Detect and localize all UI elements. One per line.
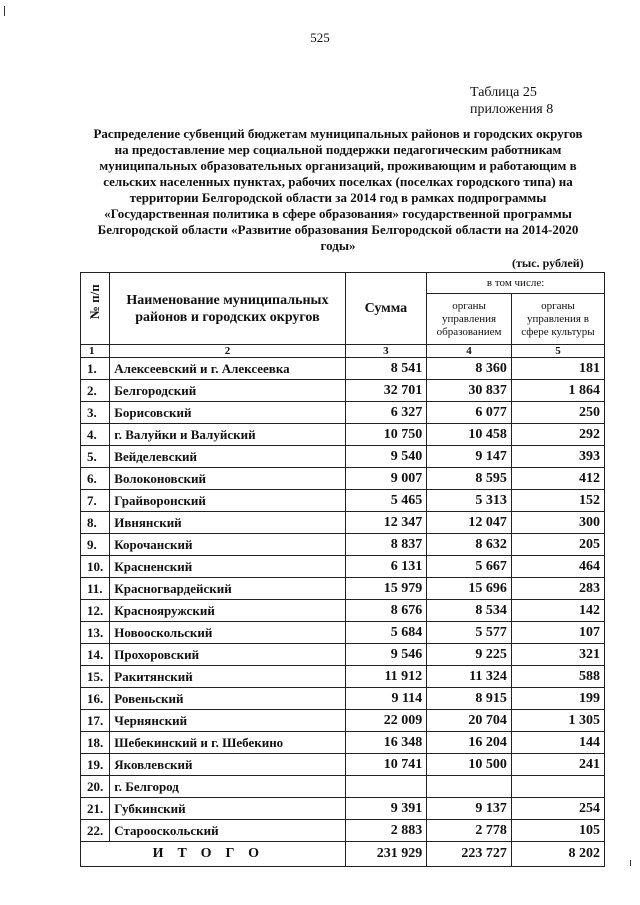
row-education: 8 915 <box>427 688 512 710</box>
table-row <box>81 446 605 468</box>
row-education: 20 704 <box>427 710 512 732</box>
table-row <box>81 754 605 776</box>
row-sum: 10 741 <box>345 754 427 776</box>
row-number: 16. <box>81 688 110 710</box>
row-education: 12 047 <box>427 512 512 534</box>
row-number: 18. <box>81 732 110 754</box>
table-row <box>81 666 605 688</box>
row-education: 8 360 <box>427 358 512 380</box>
row-sum: 5 684 <box>345 622 427 644</box>
table-row <box>81 688 605 710</box>
row-sum <box>345 776 427 798</box>
table-row <box>81 380 605 402</box>
table-row <box>81 512 605 534</box>
row-number: 3. <box>81 402 110 424</box>
header-culture: органы управления в сфере культуры <box>511 294 604 345</box>
units-label: (тыс. рублей) <box>512 256 584 270</box>
total-label: ИТОГО <box>81 842 346 867</box>
row-education: 9 147 <box>427 446 512 468</box>
row-sum: 11 912 <box>345 666 427 688</box>
row-number: 5. <box>81 446 110 468</box>
row-culture: 254 <box>511 798 604 820</box>
table-row <box>81 600 605 622</box>
row-sum: 8 541 <box>345 358 427 380</box>
row-number: 22. <box>81 820 110 842</box>
row-education: 2 778 <box>427 820 512 842</box>
row-culture: 588 <box>511 666 604 688</box>
row-culture: 1 864 <box>511 380 604 402</box>
total-row <box>81 842 605 867</box>
row-district-name: Вейделевский <box>110 446 345 468</box>
row-sum: 16 348 <box>345 732 427 754</box>
row-number: 8. <box>81 512 110 534</box>
row-district-name: Губкинский <box>110 798 345 820</box>
row-district-name: Шебекинский и г. Шебекино <box>110 732 345 754</box>
row-culture: 142 <box>511 600 604 622</box>
row-culture: 300 <box>511 512 604 534</box>
row-district-name: Новооскольский <box>110 622 345 644</box>
row-number: 15. <box>81 666 110 688</box>
row-culture: 152 <box>511 490 604 512</box>
row-culture: 283 <box>511 578 604 600</box>
margin-mark-right <box>630 860 631 866</box>
header-name: Наименование муниципальных районов и городских округов <box>110 273 345 345</box>
row-sum: 12 347 <box>345 512 427 534</box>
table-reference <box>470 84 553 118</box>
column-number: 5 <box>511 345 604 358</box>
row-number: 20. <box>81 776 110 798</box>
page-number: 525 <box>310 30 330 45</box>
row-education: 6 077 <box>427 402 512 424</box>
row-culture: 241 <box>511 754 604 776</box>
row-number: 13. <box>81 622 110 644</box>
row-culture: 464 <box>511 556 604 578</box>
table-row <box>81 402 605 424</box>
row-district-name: Ивнянский <box>110 512 345 534</box>
row-education: 8 632 <box>427 534 512 556</box>
row-district-name: Алексеевский и г. Алексеевка <box>110 358 345 380</box>
row-education: 11 324 <box>427 666 512 688</box>
row-district-name: Грайворонский <box>110 490 345 512</box>
column-number-row <box>81 345 605 358</box>
table-row <box>81 534 605 556</box>
row-district-name: Красненский <box>110 556 345 578</box>
row-culture: 321 <box>511 644 604 666</box>
table-row <box>81 710 605 732</box>
row-sum: 6 131 <box>345 556 427 578</box>
column-number: 2 <box>110 345 345 358</box>
row-culture: 144 <box>511 732 604 754</box>
row-number: 4. <box>81 424 110 446</box>
row-education: 9 225 <box>427 644 512 666</box>
row-number: 12. <box>81 600 110 622</box>
row-culture: 199 <box>511 688 604 710</box>
document-title: Распределение субвенций бюджетам муниципальных районов и городских округов на предоставление мер социальной поддержки педагогическим работникам муниципальных образовательных организаций, проживающим и работающим в сельских населенных пунктах, рабочих поселках (поселках городского типа) на территории Белгородской области за 2014 год в рамках подпрограммы «Государственная политика в сфере образования» государственной программы Белгородской области «Развитие образования Белгородской области на 2014-2020 годы» <box>93 126 583 253</box>
row-number: 6. <box>81 468 110 490</box>
row-sum: 9 391 <box>345 798 427 820</box>
row-culture: 292 <box>511 424 604 446</box>
total-culture: 8 202 <box>511 842 604 867</box>
row-culture: 1 305 <box>511 710 604 732</box>
row-district-name: Корочанский <box>110 534 345 556</box>
row-sum: 22 009 <box>345 710 427 732</box>
total-education: 223 727 <box>427 842 512 867</box>
table-row <box>81 578 605 600</box>
table-row <box>81 732 605 754</box>
margin-mark-left <box>4 6 5 16</box>
row-education: 5 313 <box>427 490 512 512</box>
row-district-name: Ракитянский <box>110 666 345 688</box>
row-number: 9. <box>81 534 110 556</box>
column-number: 4 <box>427 345 512 358</box>
row-sum: 15 979 <box>345 578 427 600</box>
row-sum: 6 327 <box>345 402 427 424</box>
row-district-name: Краснояружский <box>110 600 345 622</box>
row-number: 10. <box>81 556 110 578</box>
table-row <box>81 820 605 842</box>
row-number: 19. <box>81 754 110 776</box>
row-district-name: Яковлевский <box>110 754 345 776</box>
table-body <box>81 345 605 842</box>
table-row <box>81 622 605 644</box>
row-sum: 8 676 <box>345 600 427 622</box>
row-education: 5 577 <box>427 622 512 644</box>
row-district-name: г. Валуйки и Валуйский <box>110 424 345 446</box>
row-education: 5 667 <box>427 556 512 578</box>
row-number: 21. <box>81 798 110 820</box>
column-number: 3 <box>345 345 427 358</box>
row-district-name: Старооскольский <box>110 820 345 842</box>
table-row <box>81 490 605 512</box>
row-sum: 5 465 <box>345 490 427 512</box>
header-no-text: № п/п <box>87 283 103 319</box>
header-including: в том числе: <box>427 273 605 294</box>
row-sum: 9 114 <box>345 688 427 710</box>
row-culture <box>511 776 604 798</box>
row-sum: 10 750 <box>345 424 427 446</box>
subsidy-table <box>80 272 605 867</box>
row-sum: 2 883 <box>345 820 427 842</box>
row-district-name: г. Белгород <box>110 776 345 798</box>
table-row <box>81 358 605 380</box>
row-culture: 393 <box>511 446 604 468</box>
row-culture: 250 <box>511 402 604 424</box>
row-district-name: Ровеньский <box>110 688 345 710</box>
row-district-name: Волоконовский <box>110 468 345 490</box>
row-number: 7. <box>81 490 110 512</box>
row-district-name: Красногвардейский <box>110 578 345 600</box>
row-culture: 412 <box>511 468 604 490</box>
row-education: 30 837 <box>427 380 512 402</box>
column-number: 1 <box>81 345 110 358</box>
table-row <box>81 556 605 578</box>
row-sum: 9 546 <box>345 644 427 666</box>
table-row <box>81 776 605 798</box>
row-district-name: Прохоровский <box>110 644 345 666</box>
header-sum: Сумма <box>345 273 427 345</box>
row-education: 8 534 <box>427 600 512 622</box>
row-sum: 32 701 <box>345 380 427 402</box>
row-education: 10 458 <box>427 424 512 446</box>
table-row <box>81 798 605 820</box>
header-education: органы управления образованием <box>427 294 512 345</box>
row-number: 1. <box>81 358 110 380</box>
row-district-name: Белгородский <box>110 380 345 402</box>
row-district-name: Борисовский <box>110 402 345 424</box>
header-no <box>81 273 110 345</box>
row-education: 8 595 <box>427 468 512 490</box>
row-sum: 8 837 <box>345 534 427 556</box>
row-number: 17. <box>81 710 110 732</box>
table-row <box>81 424 605 446</box>
row-education: 10 500 <box>427 754 512 776</box>
row-education <box>427 776 512 798</box>
total-sum: 231 929 <box>345 842 427 867</box>
table-row <box>81 468 605 490</box>
row-district-name: Чернянский <box>110 710 345 732</box>
row-sum: 9 007 <box>345 468 427 490</box>
row-sum: 9 540 <box>345 446 427 468</box>
row-culture: 105 <box>511 820 604 842</box>
row-number: 2. <box>81 380 110 402</box>
row-culture: 181 <box>511 358 604 380</box>
row-culture: 205 <box>511 534 604 556</box>
row-education: 16 204 <box>427 732 512 754</box>
row-number: 14. <box>81 644 110 666</box>
row-education: 15 696 <box>427 578 512 600</box>
table-ref-line-1: Таблица 25 <box>470 85 537 100</box>
row-culture: 107 <box>511 622 604 644</box>
table-ref-line-2: приложения 8 <box>470 102 554 117</box>
row-education: 9 137 <box>427 798 512 820</box>
table-row <box>81 644 605 666</box>
row-number: 11. <box>81 578 110 600</box>
